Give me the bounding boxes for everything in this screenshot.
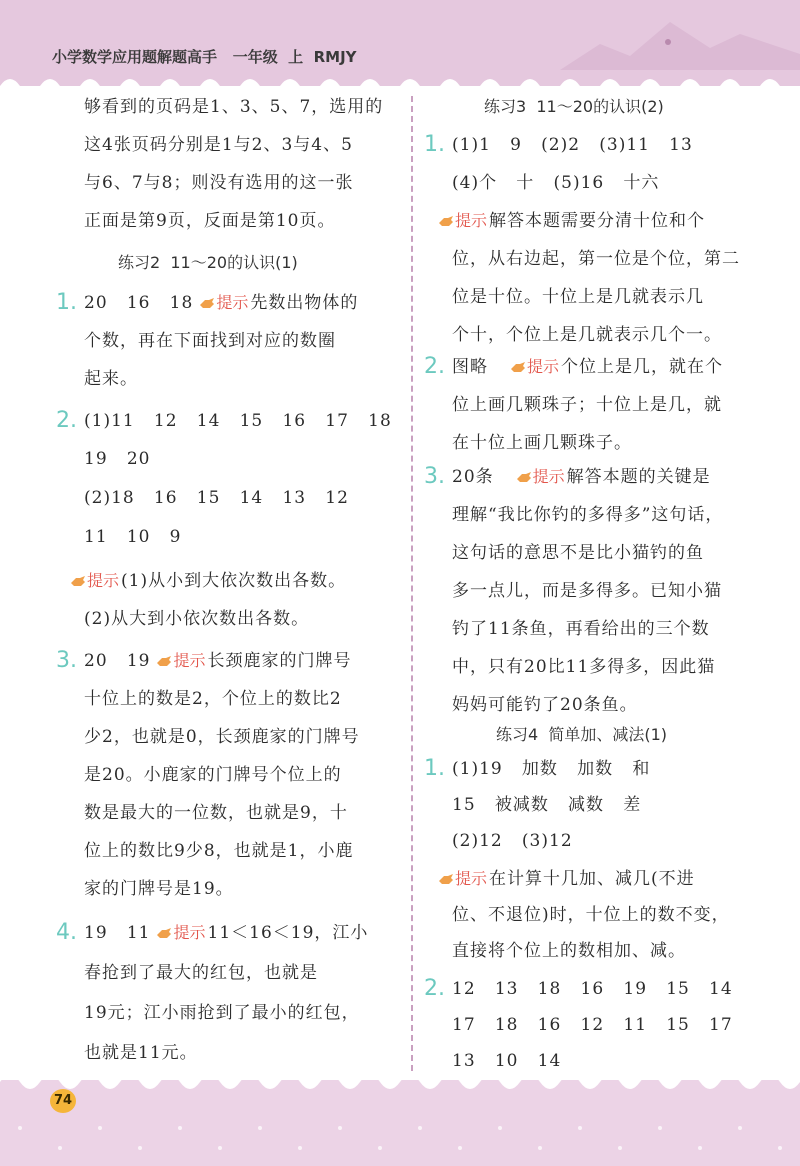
question-number: 1. — [424, 132, 445, 157]
header-wave-edge — [0, 70, 800, 86]
text-line: 理解“我比你钓的多得多”这句话， — [452, 505, 724, 525]
tip-hand-icon — [438, 873, 454, 885]
text-line: 直接将个位上的数相加、减。 — [452, 941, 686, 961]
tip-hand-icon — [516, 471, 532, 483]
text-line: 位上画几颗珠子；十位上是几，就 — [452, 395, 722, 415]
question-number: 4. — [56, 920, 77, 945]
tip-label: 提示 — [156, 920, 205, 946]
text-line: 位是十位。十位上是几就表示几 — [452, 287, 704, 307]
question-line: 20条 提示 解答本题的关键是 — [452, 464, 711, 490]
text-line: 位、不退位)时，十位上的数不变， — [452, 905, 730, 925]
answer-line: (4)个 十 (5)16 十六 — [452, 173, 660, 193]
tip-label: 提示 — [70, 568, 119, 594]
answer-line: 13 10 14 — [452, 1051, 562, 1071]
page-number-badge: 74 — [50, 1089, 76, 1113]
text-line: 这句话的意思不是比小猫钓的鱼 — [452, 543, 704, 563]
page-header — [0, 0, 800, 86]
text-line: 十位上的数是2，个位上的数比2 — [84, 689, 342, 709]
question-number: 2. — [56, 408, 77, 433]
text-line: 这4张页码分别是1与2、3与4、5 — [84, 135, 353, 155]
text-line: 数是最大的一位数，也就是9，十 — [84, 803, 348, 823]
tip-line: 提示 在计算十几加、减几(不进 — [438, 866, 695, 892]
footer-wave-edge — [0, 1080, 800, 1098]
text-line: 中，只有20比11多得多，因此猫 — [452, 657, 716, 677]
text-line: (2)从大到小依次数出各数。 — [84, 609, 310, 629]
tip-hand-icon — [156, 927, 172, 939]
tip-label: 提示 — [199, 290, 248, 316]
text-line: 位上的数比9少8，也就是1，小鹿 — [84, 841, 354, 861]
question-line: 图略 提示 个位上是几，就在个 — [452, 354, 723, 380]
tip-hand-icon — [156, 655, 172, 667]
question-number: 2. — [424, 976, 445, 1001]
question-number: 3. — [56, 648, 77, 673]
question-number: 1. — [424, 756, 445, 781]
tip-hand-icon — [438, 215, 454, 227]
text-line: 够看到的页码是1、3、5、7，选用的 — [84, 97, 384, 117]
question-line: 20 16 18 提示 先数出物体的 — [84, 290, 358, 316]
answer-line: 11 10 9 — [84, 527, 182, 547]
tip-label: 提示 — [510, 354, 559, 380]
tip-label: 提示 — [516, 464, 565, 490]
section-title-exercise-3: 练习3 11～20的认识(2) — [484, 97, 664, 116]
text-line: 个十，个位上是几就表示几个一。 — [452, 325, 722, 345]
text-line: 妈妈可能钓了20条鱼。 — [452, 695, 638, 715]
tip-hand-icon — [70, 575, 86, 587]
text-line: 家的门牌号是19。 — [84, 879, 234, 899]
question-line: 19 11 提示 11＜16＜19，江小 — [84, 920, 368, 946]
book-title: 小学数学应用题解题高手 一年级 上 RMJY — [52, 48, 357, 66]
question-number: 1. — [56, 290, 77, 315]
answer-line: 19 20 — [84, 449, 151, 469]
question-number: 2. — [424, 354, 445, 379]
text-line: 与6、7与8；则没有选用的这一张 — [84, 173, 354, 193]
tip-label: 提示 — [156, 648, 205, 674]
answer-line: 17 18 16 12 11 15 17 — [452, 1015, 733, 1035]
answer-line: (1)11 12 14 15 16 17 18 — [84, 411, 392, 431]
text-line: 正面是第9页，反面是第10页。 — [84, 211, 336, 231]
answer-line: (1)1 9 (2)2 (3)11 13 — [452, 135, 693, 155]
page-footer — [0, 1080, 800, 1166]
text-line: 少2，也就是0，长颈鹿家的门牌号 — [84, 727, 360, 747]
text-line: 在十位上画几颗珠子。 — [452, 433, 632, 453]
tip-hand-icon — [510, 361, 526, 373]
text-line: 钓了11条鱼，再看给出的三个数 — [452, 619, 710, 639]
answer-line: (2)12 (3)12 — [452, 831, 573, 851]
text-line: 起来。 — [84, 369, 138, 389]
tip-line: 提示 (1)从小到大依次数出各数。 — [70, 568, 346, 594]
question-line: 20 19 提示 长颈鹿家的门牌号 — [84, 648, 352, 674]
header-mountain-decoration — [560, 14, 800, 70]
answer-line: 15 被减数 减数 差 — [452, 795, 642, 815]
text-line: 位，从右边起，第一位是个位，第二 — [452, 249, 740, 269]
question-number: 3. — [424, 464, 445, 489]
text-line: 春抢到了最大的红包，也就是 — [84, 963, 318, 983]
section-title-exercise-2: 练习2 11～20的认识(1) — [118, 253, 298, 272]
text-line: 多一点儿，而是多得多。已知小猫 — [452, 581, 722, 601]
text-line: 个数，再在下面找到对应的数圈 — [84, 331, 336, 351]
text-line: 是20。小鹿家的门牌号个位上的 — [84, 765, 342, 785]
text-line: 19元；江小雨抢到了最小的红包， — [84, 1003, 360, 1023]
tip-label: 提示 — [438, 866, 487, 892]
section-title-exercise-4: 练习4 简单加、减法(1) — [496, 725, 668, 744]
tip-hand-icon — [199, 297, 215, 309]
tip-line: 提示 解答本题需要分清十位和个 — [438, 208, 705, 234]
column-divider — [411, 96, 413, 1071]
tip-label: 提示 — [438, 208, 487, 234]
text-line: 也就是11元。 — [84, 1043, 198, 1063]
footer-dot-pattern — [0, 1108, 800, 1166]
answer-line: (1)19 加数 加数 和 — [452, 759, 651, 779]
answer-line: 12 13 18 16 19 15 14 — [452, 979, 733, 999]
answer-line: (2)18 16 15 14 13 12 — [84, 488, 349, 508]
